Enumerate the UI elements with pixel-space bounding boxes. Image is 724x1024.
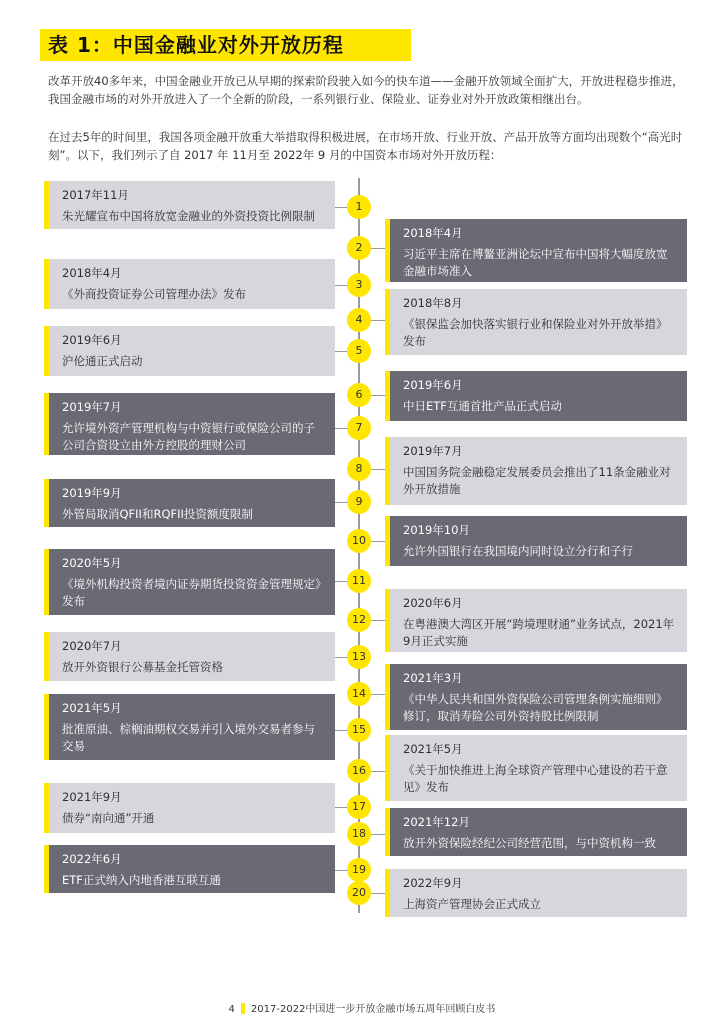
timeline-card-13 <box>44 632 335 681</box>
event-description: 《关于加快推进上海全球资产管理中心建设的若干意见》发布 <box>403 763 668 794</box>
timeline-card-16 <box>385 735 687 801</box>
event-date: 2020年6月 <box>403 596 463 610</box>
timeline-node-3: 3 <box>347 273 371 297</box>
event-date: 2018年4月 <box>403 226 463 240</box>
event-date: 2019年6月 <box>62 333 122 347</box>
card-accent <box>385 664 390 730</box>
timeline-card-18 <box>385 808 687 856</box>
event-date: 2019年7月 <box>403 444 463 458</box>
connector-line <box>371 395 385 396</box>
event-description: 债券“南向通”开通 <box>62 811 155 825</box>
event-description: 《境外机构投资者境内证券期货投资资金管理规定》发布 <box>62 577 321 608</box>
connector-line <box>371 771 385 772</box>
event-description: 放开外资保险经纪公司经营范围，与中资机构一致 <box>403 836 656 850</box>
event-date: 2021年5月 <box>403 742 463 756</box>
timeline-node-19: 19 <box>347 858 371 882</box>
event-date: 2022年9月 <box>403 876 463 890</box>
timeline-node-1: 1 <box>347 195 371 219</box>
timeline-card-17 <box>44 783 335 833</box>
timeline-node-14: 14 <box>347 682 371 706</box>
event-date: 2021年5月 <box>62 701 122 715</box>
timeline-card-11 <box>44 549 335 615</box>
event-description: 在粤港澳大湾区开展“跨境理财通”业务试点，2021年9月正式实施 <box>403 617 675 648</box>
event-date: 2020年7月 <box>62 639 122 653</box>
timeline-card-15 <box>44 694 335 760</box>
event-date: 2019年9月 <box>62 486 122 500</box>
timeline-node-12: 12 <box>347 608 371 632</box>
connector-line <box>335 502 347 503</box>
timeline-card-2 <box>385 219 687 282</box>
event-date: 2022年6月 <box>62 852 122 866</box>
card-accent <box>44 632 49 681</box>
event-description: 中国国务院金融稳定发展委员会推出了11条金融业对外开放措施 <box>403 465 671 496</box>
connector-line <box>335 870 347 871</box>
event-description: 《银保监会加快落实银行业和保险业对外开放举措》发布 <box>403 317 668 348</box>
card-accent <box>44 845 49 893</box>
card-accent <box>44 694 49 760</box>
connector-line <box>371 248 385 249</box>
event-date: 2018年8月 <box>403 296 463 310</box>
event-description: 允许外国银行在我国境内同时设立分行和子行 <box>403 544 633 558</box>
intro-paragraph-2: 在过去5年的时间里，我国各项金融开放重大举措取得积极进展，在市场开放、行业开放、产品开放等方面均出现数个“高光时刻”。以下，我们列示了自 2017 年 11月至 2022年 9 月的中国资本市场对外开放历程： <box>48 130 683 162</box>
timeline-card-5 <box>44 326 335 376</box>
event-description: 中日ETF互通首批产品正式启动 <box>403 399 562 413</box>
card-accent <box>44 479 49 527</box>
timeline-card-19 <box>44 845 335 893</box>
connector-line <box>335 807 347 808</box>
event-date: 2020年5月 <box>62 556 122 570</box>
card-accent <box>44 326 49 376</box>
card-accent <box>385 808 390 856</box>
timeline-card-1 <box>44 181 335 229</box>
event-date: 2019年10月 <box>403 523 470 537</box>
connector-line <box>371 893 385 894</box>
card-accent <box>385 869 390 917</box>
card-accent <box>385 735 390 801</box>
connector-line <box>335 657 347 658</box>
timeline-node-13: 13 <box>347 645 371 669</box>
card-accent <box>385 589 390 652</box>
connector-line <box>335 730 347 731</box>
event-description: 上海资产管理协会正式成立 <box>403 897 541 911</box>
event-date: 2017年11月 <box>62 188 129 202</box>
timeline-card-3 <box>44 259 335 309</box>
page-footer <box>0 1000 724 1015</box>
timeline-node-8: 8 <box>347 457 371 481</box>
connector-line <box>335 351 347 352</box>
event-description: 放开外资银行公募基金托管资格 <box>62 660 223 674</box>
timeline-node-4: 4 <box>347 308 371 332</box>
timeline-node-5: 5 <box>347 339 371 363</box>
connector-line <box>371 620 385 621</box>
timeline-node-10: 10 <box>347 529 371 553</box>
connector-line <box>371 541 385 542</box>
event-description: 允许境外资产管理机构与中资银行或保险公司的子公司合资设立由外方控股的理财公司 <box>62 421 315 452</box>
card-accent <box>44 259 49 309</box>
event-date: 2019年7月 <box>62 400 122 414</box>
card-accent <box>44 393 49 455</box>
timeline-node-9: 9 <box>347 490 371 514</box>
timeline-node-15: 15 <box>347 718 371 742</box>
timeline-card-14 <box>385 664 687 730</box>
timeline-node-16: 16 <box>347 759 371 783</box>
event-description: 外管局取消QFII和RQFII投资额度限制 <box>62 507 253 521</box>
event-description: 批准原油、棕榈油期权交易并引入境外交易者参与交易 <box>62 722 315 753</box>
timeline-node-18: 18 <box>347 822 371 846</box>
timeline-card-12 <box>385 589 687 652</box>
page-number: 4 <box>228 1004 235 1015</box>
event-description: 《外商投资证券公司管理办法》发布 <box>62 287 246 301</box>
timeline-node-7: 7 <box>347 416 371 440</box>
connector-line <box>335 428 347 429</box>
card-accent <box>385 219 390 282</box>
timeline-node-6: 6 <box>347 383 371 407</box>
event-date: 2021年3月 <box>403 671 463 685</box>
timeline-card-4 <box>385 289 687 355</box>
timeline-card-7 <box>44 393 335 455</box>
timeline-card-20 <box>385 869 687 917</box>
intro-paragraph-1: 改革开放40多年来，中国金融业开放已从早期的探索阶段驶入如今的快车道——金融开放领域全面扩大，开放进程稳步推进，我国金融市场的对外开放进入了一个全新的阶段，一系列银行业、保险业、证券业对外开放政策相继出台。 <box>48 74 684 106</box>
connector-line <box>335 581 347 582</box>
event-description: ETF正式纳入内地香港互联互通 <box>62 873 221 887</box>
event-date: 2019年6月 <box>403 378 463 392</box>
timeline-node-2: 2 <box>347 236 371 260</box>
timeline-node-17: 17 <box>347 795 371 819</box>
connector-line <box>371 834 385 835</box>
event-description: 习近平主席在博鳌亚洲论坛中宣布中国将大幅度放宽金融市场准入 <box>403 247 668 278</box>
card-accent <box>385 516 390 566</box>
timeline-card-9 <box>44 479 335 527</box>
event-description: 朱光耀宣布中国将放宽金融业的外资投资比例限制 <box>62 209 315 223</box>
event-description: 《中华人民共和国外资保险公司管理条例实施细则》修订，取消寿险公司外资持股比例限制 <box>403 692 668 723</box>
card-accent <box>44 783 49 833</box>
connector-line <box>335 285 347 286</box>
timeline-node-20: 20 <box>347 881 371 905</box>
card-accent <box>385 371 390 421</box>
card-accent <box>385 289 390 355</box>
connector-line <box>371 320 385 321</box>
event-description: 沪伦通正式启动 <box>62 354 143 368</box>
timeline-card-6 <box>385 371 687 421</box>
event-date: 2018年4月 <box>62 266 122 280</box>
card-accent <box>385 437 390 505</box>
footer-title: 2017-2022中国进一步开放金融市场五周年回顾白皮书 <box>250 1004 496 1015</box>
connector-line <box>335 207 347 208</box>
connector-line <box>371 469 385 470</box>
connector-line <box>371 694 385 695</box>
card-accent <box>44 181 49 229</box>
timeline-node-11: 11 <box>347 569 371 593</box>
event-date: 2021年12月 <box>403 815 470 829</box>
card-accent <box>44 549 49 615</box>
timeline-card-10 <box>385 516 687 566</box>
footer-divider <box>241 1003 245 1014</box>
event-date: 2021年9月 <box>62 790 122 804</box>
page-title: 表 1：中国金融业对外开放历程 <box>48 33 344 57</box>
timeline-card-8 <box>385 437 687 505</box>
